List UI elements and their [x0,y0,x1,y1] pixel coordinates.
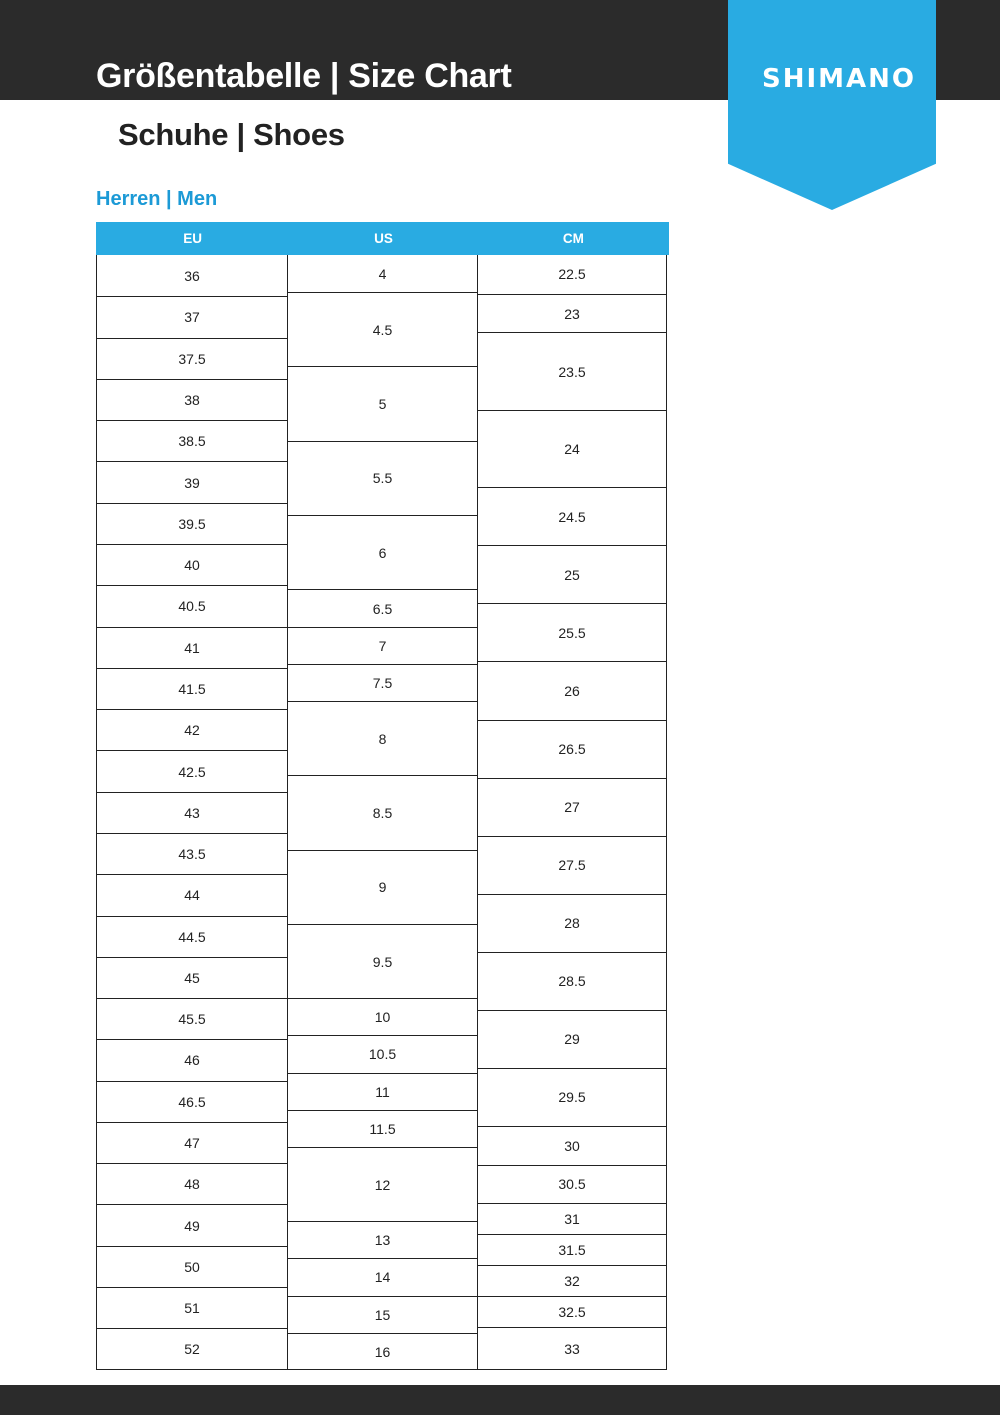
table-cell-cm: 25.5 [478,603,666,661]
table-cell-us: 12 [288,1147,477,1221]
column-eu [96,255,288,1370]
column-cm [477,255,667,1370]
shimano-brand-flag [728,0,936,210]
table-cell-us: 8.5 [288,775,477,849]
footer-bar [0,1385,1000,1415]
table-cell-us: 7 [288,627,477,664]
table-cell-cm: 31 [478,1203,666,1234]
table-header-row [96,222,669,255]
table-body [96,255,669,1370]
table-cell-cm: 29.5 [478,1068,666,1126]
table-cell-us: 15 [288,1296,477,1333]
table-cell-cm: 31.5 [478,1234,666,1265]
table-cell-us: 9 [288,850,477,924]
table-cell-us: 14 [288,1258,477,1295]
table-cell-eu: 39.5 [97,503,287,544]
table-cell-eu: 37 [97,296,287,337]
table-cell-cm: 24.5 [478,487,666,545]
table-cell-cm: 24 [478,410,666,487]
table-cell-cm: 28 [478,894,666,952]
table-cell-eu: 43 [97,792,287,833]
table-cell-eu: 40.5 [97,585,287,626]
table-cell-eu: 41 [97,627,287,668]
table-cell-eu: 51 [97,1287,287,1328]
table-cell-cm: 29 [478,1010,666,1068]
table-cell-eu: 46 [97,1039,287,1080]
shimano-logo: SHIMANO [762,64,917,94]
table-cell-cm: 26 [478,661,666,719]
section-heading: Herren | Men [96,188,218,210]
column-header-us: US [374,231,393,246]
table-cell-eu: 50 [97,1246,287,1287]
table-cell-eu: 42.5 [97,750,287,791]
table-cell-eu: 38 [97,379,287,420]
table-cell-eu: 39 [97,461,287,502]
table-cell-eu: 37.5 [97,338,287,379]
table-cell-eu: 41.5 [97,668,287,709]
table-cell-eu: 40 [97,544,287,585]
table-cell-us: 13 [288,1221,477,1258]
table-cell-cm: 23.5 [478,332,666,409]
table-cell-cm: 33 [478,1327,666,1370]
table-cell-us: 11.5 [288,1110,477,1147]
table-cell-cm: 25 [478,545,666,603]
table-cell-eu: 44.5 [97,916,287,957]
table-cell-eu: 52 [97,1328,287,1369]
page-title: Größentabelle | Size Chart [96,57,512,95]
table-cell-us: 5.5 [288,441,477,515]
table-cell-cm: 32.5 [478,1296,666,1327]
table-cell-eu: 49 [97,1204,287,1245]
table-cell-eu: 36 [184,267,200,284]
table-cell-eu: 43.5 [97,833,287,874]
table-cell-us: 10 [288,998,477,1035]
table-cell-eu: 38.5 [97,420,287,461]
table-cell-cm: 27 [478,778,666,836]
table-cell-us: 7.5 [288,664,477,701]
table-cell-eu: 42 [97,709,287,750]
table-cell-cm: 23 [478,294,666,333]
table-cell-cm: 22.5 [558,266,586,283]
table-cell-eu: 44 [97,874,287,915]
size-chart [96,222,669,1370]
table-cell-cm: 26.5 [478,720,666,778]
page-subtitle: Schuhe | Shoes [118,117,345,152]
table-cell-cm: 27.5 [478,836,666,894]
table-cell-us: 4.5 [288,292,477,366]
table-cell-us: 6.5 [288,589,477,626]
table-cell-cm: 30 [478,1126,666,1165]
table-cell-us: 5 [288,366,477,440]
table-cell-eu: 47 [97,1122,287,1163]
table-cell-eu: 45 [97,957,287,998]
column-us [287,255,478,1370]
table-cell-us: 11 [288,1073,477,1110]
table-cell-cm: 32 [478,1265,666,1296]
table-cell-us: 4 [378,265,387,282]
column-header-eu: EU [183,231,203,246]
table-cell-us: 10.5 [288,1035,477,1072]
table-cell-eu: 45.5 [97,998,287,1039]
table-cell-cm: 28.5 [478,952,666,1010]
table-cell-cm: 30.5 [478,1165,666,1204]
table-cell-us: 6 [288,515,477,589]
table-cell-us: 9.5 [288,924,477,998]
table-cell-us: 16 [288,1333,477,1370]
table-cell-us: 8 [288,701,477,775]
table-cell-eu: 46.5 [97,1081,287,1122]
column-header-cm: CM [562,231,584,246]
table-cell-eu: 48 [97,1163,287,1204]
